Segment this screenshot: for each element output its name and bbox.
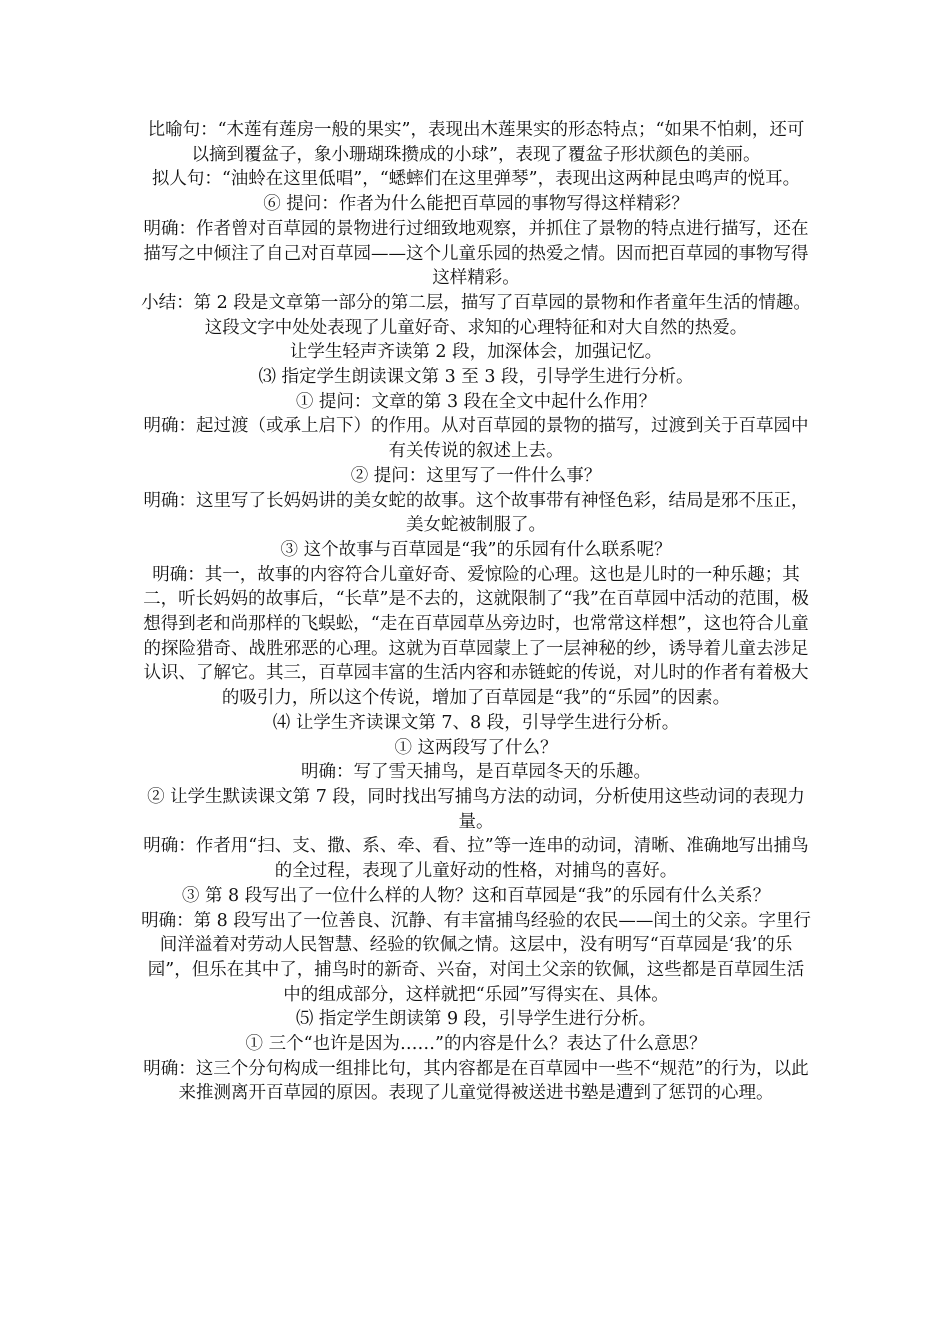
question-4-2: ② 让学生默读课文第 7 段，同时找出写捕鸟方法的动词，分析使用这些动词的表现力量。 [147, 786, 805, 832]
question-5-1: ① 三个“也许是因为……”的内容是什么？表达了什么意思？ [245, 1034, 707, 1055]
question-3-3: ③ 这个故事与百草园是“我”的乐园有什么联系呢？ [280, 539, 672, 560]
section-4-heading: ⑷ 让学生齐读课文第 7、8 段，引导学生进行分析。 [272, 712, 680, 733]
question-4-3: ③ 第 8 段写出了一位什么样的人物？这和百草园是“我”的乐园有什么关系？ [181, 885, 771, 906]
question-3-2: ② 提问：这里写了一件什么事？ [350, 465, 602, 486]
document-body [140, 118, 812, 1106]
paragraph-metaphor: 比喻句：“木莲有莲房一般的果实”，表现出木莲果实的形态特点；“如果不怕刺，还可以摘到覆盆子，象小珊瑚珠攒成的小球”，表现了覆盆子形状颜色的美丽。 [147, 120, 805, 165]
answer-5-1: 明确：这三个分句构成一组排比句，其内容都是在百草园中一些不“规范”的行为，以此来推测离开百草园的原因。表现了儿童觉得被送进书塾是遭到了惩罚的心理。 [143, 1058, 809, 1104]
paragraph-personification: 拟人句：“油蛉在这里低唱”，“蟋蟀们在这里弹琴”，表现出这两种昆虫鸣声的悦耳。 [151, 169, 801, 190]
answer-4-3: 明确：第 8 段写出了一位善良、沉静、有丰富捕鸟经验的农民——闰土的父亲。字里行间洋溢着对劳动人民智慧、经验的钦佩之情。这层中，没有明写“百草园是‘我’的乐园”，但乐在其中了，捕鸟时的新奇、兴奋，对闰土父亲的钦佩，这些都是百草园生活中的组成部分，这样就把“乐园”写得实在、具体。 [141, 910, 811, 1005]
answer-4-2: 明确：作者用“扫、支、撒、系、牵、看、拉”等一连串的动词，清晰、准确地写出捕鸟的全过程，表现了儿童好动的性格，对捕鸟的喜好。 [143, 836, 809, 882]
answer-3-2: 明确：这里写了长妈妈讲的美女蛇的故事。这个故事带有神怪色彩，结局是邪不压正，美女蛇被制服了。 [143, 490, 809, 536]
answer-6: 明确：作者曾对百草园的景物进行过细致地观察，并抓住了景物的特点进行描写，还在描写之中倾注了自己对百草园——这个儿童乐园的热爱之情。因而把百草园的事物写得这样精彩。 [143, 218, 809, 289]
answer-3-1: 明确：起过渡（或承上启下）的作用。从对百草园的景物的描写，过渡到关于百草园中有关传说的叙述上去。 [143, 416, 809, 462]
answer-3-3: 明确：其一，故事的内容符合儿童好奇、爱惊险的心理。这也是儿时的一种乐趣；其二，听长妈妈的故事后，“长草”是不去的，这就限制了“我”在百草园中活动的范围，极想得到老和尚那样的飞蜈蚣，“走在百草园草丛旁边时，也常常这样想”，这也符合儿童的探险猎奇、战胜邪恶的心理。这就为百草园蒙上了一层神秘的纱，诱导着儿童去涉足认识、了解它。其三，百草园丰富的生活内容和赤链蛇的传说，对儿时的作者有着极大的吸引力，所以这个传说，增加了百草园是“我”的“乐园”的因素。 [143, 564, 809, 709]
question-3-1: ① 提问：文章的第 3 段在全文中起什么作用？ [295, 391, 657, 412]
question-6: ⑥ 提问：作者为什么能把百草园的事物写得这样精彩？ [263, 194, 689, 215]
section-3-heading: ⑶ 指定学生朗读课文第 3 至 3 段，引导学生进行分析。 [258, 367, 694, 388]
summary: 小结：第 2 段是文章第一部分的第二层，描写了百草园的景物和作者童年生活的情趣。这段文字中处处表现了儿童好奇、求知的心理特征和对大自然的热爱。 [141, 292, 811, 338]
answer-4-1: 明确：写了雪天捕鸟，是百草园冬天的乐趣。 [301, 762, 651, 783]
section-5-heading: ⑸ 指定学生朗读第 9 段，引导学生进行分析。 [295, 1009, 657, 1030]
reading-instruction: 让学生轻声齐读第 2 段，加深体会，加强记忆。 [289, 342, 663, 363]
question-4-1: ① 这两段写了什么？ [394, 737, 558, 758]
